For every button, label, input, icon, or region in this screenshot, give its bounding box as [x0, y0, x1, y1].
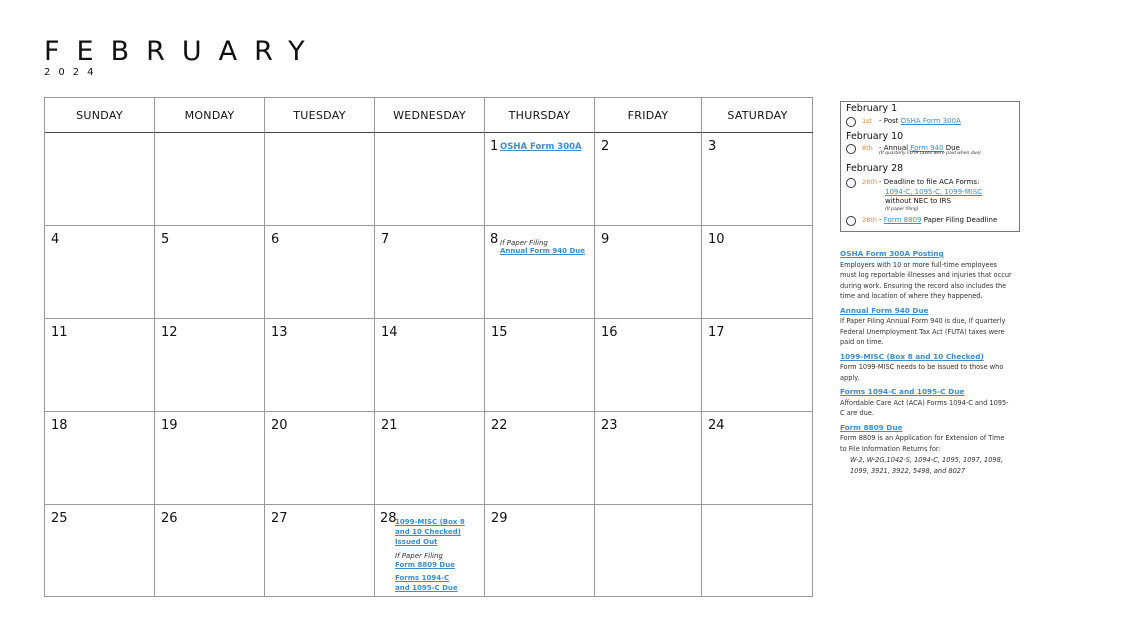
summary-link-form-8809[interactable]: Form 8809 — [883, 216, 922, 224]
day-cell-5[interactable] — [155, 226, 265, 319]
summary-row — [846, 216, 997, 226]
day-cell-15[interactable] — [485, 319, 595, 412]
day-number: 3 — [708, 139, 717, 154]
day-cell-empty — [265, 133, 375, 226]
day-cell-2[interactable] — [595, 133, 702, 226]
day-cell-22[interactable] — [485, 412, 595, 505]
weekday-header-friday: FRIDAY — [595, 98, 702, 133]
event-osha-300a[interactable]: OSHA Form 300A — [500, 142, 582, 152]
day-number: 9 — [601, 232, 610, 247]
day-number: 19 — [161, 418, 178, 433]
day-cell-26[interactable] — [155, 505, 265, 597]
checkbox-circle-icon[interactable] — [846, 117, 856, 127]
summary-date-heading: February 28 — [846, 163, 904, 174]
note-body: Form 1099-MISC needs to be issued to those who apply. — [840, 363, 1004, 382]
day-cell-11[interactable] — [45, 319, 155, 412]
checkbox-circle-icon[interactable] — [846, 178, 856, 188]
calendar-grid — [44, 97, 813, 597]
day-cell-empty — [702, 505, 813, 597]
day-cell-6[interactable] — [265, 226, 375, 319]
day-number: 26 — [161, 511, 178, 526]
note-body: Affordable Care Act (ACA) Forms 1094-C and 1095-C are due. — [840, 398, 1009, 417]
day-cell-18[interactable] — [45, 412, 155, 505]
day-number: 2 — [601, 139, 610, 154]
day-cell-3[interactable] — [702, 133, 813, 226]
checkbox-circle-icon[interactable] — [846, 216, 856, 226]
day-cell-empty — [155, 133, 265, 226]
day-cell-28[interactable] — [375, 505, 485, 597]
summary-text: - Post — [879, 117, 899, 125]
month-title: FEBRUARY — [44, 36, 322, 67]
day-cell-empty — [595, 505, 702, 597]
day-cell-16[interactable] — [595, 319, 702, 412]
day-number: 18 — [51, 418, 68, 433]
event-note-paper-filing: If Paper Filing — [500, 239, 548, 247]
summary-text: without NEC to IRS — [885, 197, 951, 205]
event-note-paper-filing: If Paper Filing — [395, 552, 443, 560]
weekday-header-monday: MONDAY — [155, 98, 265, 133]
day-cell-27[interactable] — [265, 505, 375, 597]
day-number: 24 — [708, 418, 725, 433]
summary-footnote: (If paper filing) — [885, 206, 919, 212]
note-title-osha[interactable]: OSHA Form 300A Posting — [840, 249, 944, 258]
summary-link-aca-forms[interactable]: 1094-C, 1095-C, 1099-MISC — [885, 187, 983, 196]
day-cell-10[interactable] — [702, 226, 813, 319]
day-cell-empty — [375, 133, 485, 226]
day-number: 14 — [381, 325, 398, 340]
day-cell-9[interactable] — [595, 226, 702, 319]
day-cell-7[interactable] — [375, 226, 485, 319]
day-cell-8[interactable] — [485, 226, 595, 319]
weekday-header-sunday: SUNDAY — [45, 98, 155, 133]
day-number: 17 — [708, 325, 725, 340]
day-number: 7 — [381, 232, 390, 247]
day-number: 29 — [491, 511, 508, 526]
day-number: 6 — [271, 232, 280, 247]
day-number: 4 — [51, 232, 60, 247]
weekday-header-tuesday: TUESDAY — [265, 98, 375, 133]
day-cell-4[interactable] — [45, 226, 155, 319]
day-cell-empty — [45, 133, 155, 226]
summary-date-heading: February 1 — [846, 103, 898, 114]
day-cell-24[interactable] — [702, 412, 813, 505]
day-number: 15 — [491, 325, 508, 340]
ordinal-label: 8th — [862, 144, 873, 152]
summary-row — [846, 117, 961, 127]
notes-panel — [840, 249, 1012, 476]
year-subtitle: 2024 — [44, 67, 102, 78]
day-cell-19[interactable] — [155, 412, 265, 505]
weekday-header-thursday: THURSDAY — [485, 98, 595, 133]
note-title-form-8809[interactable]: Form 8809 Due — [840, 422, 903, 432]
summary-row — [846, 178, 982, 212]
note-body: Form 8809 is an Application for Extension of Time to File Information Returns for: — [840, 434, 1005, 453]
ordinal-label: 1st — [862, 117, 873, 125]
day-number: 16 — [601, 325, 618, 340]
day-number: 13 — [271, 325, 288, 340]
summary-link-osha[interactable]: OSHA Form 300A — [900, 117, 961, 125]
day-number: 8 — [490, 232, 499, 247]
day-cell-29[interactable] — [485, 505, 595, 597]
day-number: 12 — [161, 325, 178, 340]
note-title-aca-forms[interactable]: Forms 1094-C and 1095-C Due — [840, 387, 965, 396]
day-cell-17[interactable] — [702, 319, 813, 412]
day-cell-1[interactable] — [485, 133, 595, 226]
day-cell-13[interactable] — [265, 319, 375, 412]
checkbox-circle-icon[interactable] — [846, 144, 856, 154]
summary-date-heading: February 10 — [846, 131, 904, 142]
summary-link-form-940[interactable]: Form 940 — [910, 144, 944, 152]
day-number: 21 — [381, 418, 398, 433]
day-number: 5 — [161, 232, 170, 247]
day-cell-12[interactable] — [155, 319, 265, 412]
note-body: Employers with 10 or more full-time employees must log reportable illnesses and injuries that occur during work. Ensuring the record also includes the time and location of where they happened. — [840, 260, 1012, 300]
note-body: If Paper Filing Annual Form 940 is due, If quarterly Federal Unemployment Tax Act (FUTA) taxes were paid on time. — [840, 317, 1006, 346]
ordinal-label: 28th — [862, 216, 877, 224]
summary-text: Paper Filing Deadline — [923, 216, 998, 224]
day-number: 23 — [601, 418, 618, 433]
event-form-940-due[interactable]: Annual Form 940 Due — [500, 247, 586, 255]
summary-text: - Annual — [879, 144, 909, 152]
weekday-header-saturday: SATURDAY — [702, 98, 813, 133]
summary-text: Due — [945, 144, 960, 152]
note-title-form-940[interactable]: Annual Form 940 Due — [840, 305, 929, 315]
day-number: 20 — [271, 418, 288, 433]
summary-text: - Deadline to file ACA Forms: — [879, 178, 980, 186]
event-1099-misc-issued[interactable]: 1099-MISC (Box 8 and 10 Checked) Issued Out — [395, 518, 465, 546]
summary-text: - — [879, 216, 882, 224]
form-list: W-2, W-2G,1042-S, 1094-C, 1095, 1097, 1098, 1099, 3921, 3922, 5498, and 8027 — [850, 456, 1003, 475]
weekday-header-wednesday: WEDNESDAY — [375, 98, 485, 133]
day-number: 27 — [271, 511, 288, 526]
day-number: 1 — [490, 139, 499, 154]
day-cell-25[interactable] — [45, 505, 155, 597]
day-number: 22 — [491, 418, 508, 433]
ordinal-label: 28th — [862, 178, 877, 186]
deadline-summary-box — [840, 101, 1020, 232]
event-form-8809-due[interactable]: Form 8809 Due — [395, 561, 455, 569]
event-forms-1094c-1095c-due[interactable]: Forms 1094-C and 1095-C Due — [395, 574, 458, 592]
day-cell-14[interactable] — [375, 319, 485, 412]
day-cell-20[interactable] — [265, 412, 375, 505]
day-number: 10 — [708, 232, 725, 247]
summary-row — [846, 144, 981, 156]
day-number: 25 — [51, 511, 68, 526]
note-title-1099-misc[interactable]: 1099-MISC (Box 8 and 10 Checked) — [840, 351, 984, 361]
day-cell-23[interactable] — [595, 412, 702, 505]
day-cell-21[interactable] — [375, 412, 485, 505]
day-number: 11 — [51, 325, 68, 340]
day-number: 28 — [380, 511, 397, 526]
summary-footnote: (If quarterly FUTA taxes were paid when due) — [879, 151, 982, 156]
